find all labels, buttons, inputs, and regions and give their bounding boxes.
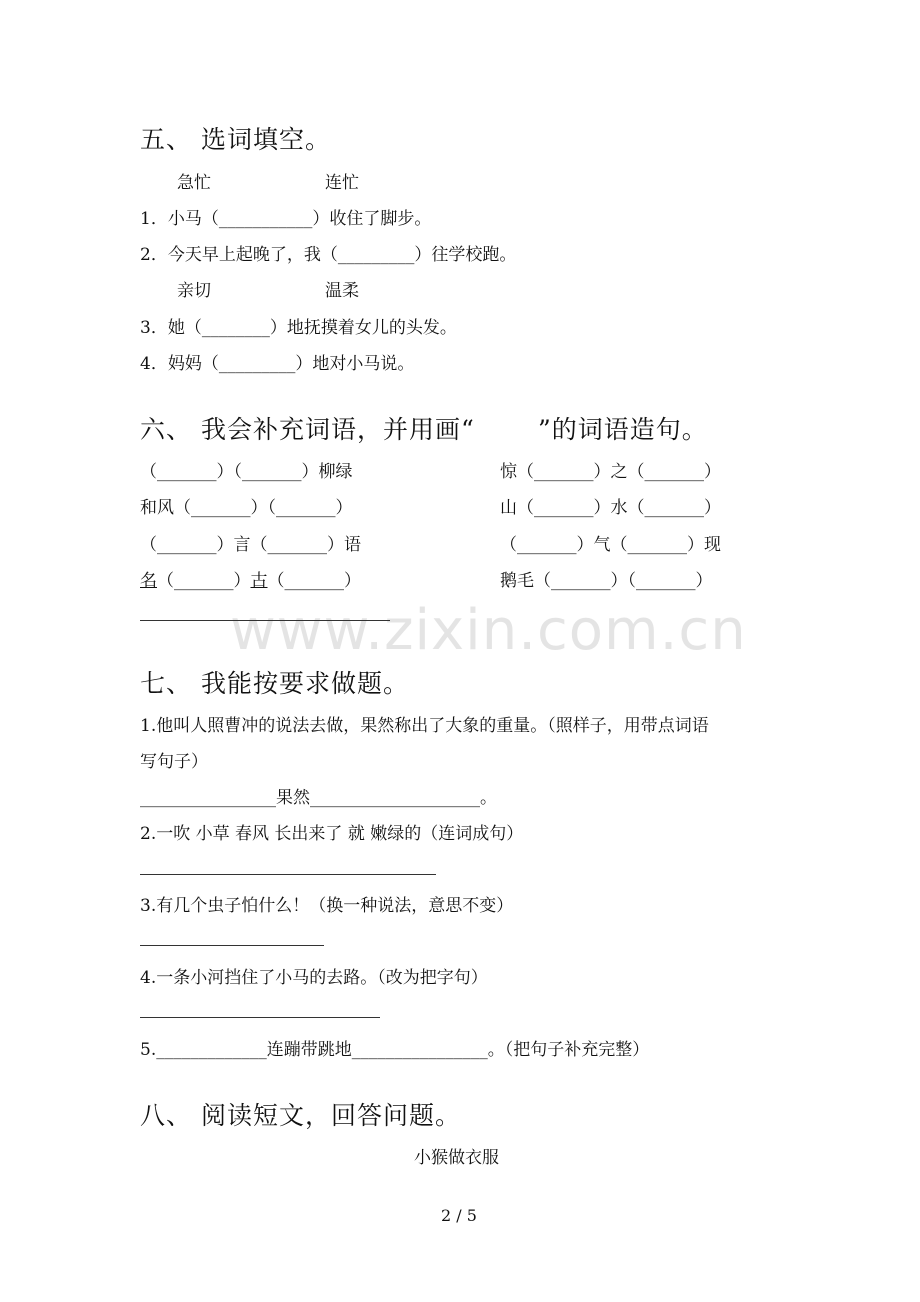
question-7-2: 2.一吹 小草 春风 长出来了 就 嫩绿的（连词成句） <box>140 824 524 844</box>
underlined-char: 名 <box>140 571 157 591</box>
idiom-blank-right: （_______）气（_______）现 <box>500 535 721 555</box>
question-7-4: 4.一条小河挡住了小马的去路。（改为把字句） <box>140 968 488 988</box>
section-5-heading: 五、 选词填空。 <box>140 125 331 154</box>
question-7-5: 5._____________连蹦带跳地________________。（把句子补充完整） <box>140 1040 650 1060</box>
idiom-blank-right: 鹅毛（_______）（_______） <box>500 571 713 591</box>
underlined-char: 古 <box>250 571 268 591</box>
answer-line <box>140 945 324 946</box>
watermark: www.zixin.com.cn <box>230 598 747 663</box>
question-5-3: 3．她（________）地抚摸着女儿的头发。 <box>140 318 457 338</box>
word-option: 亲切 <box>177 281 211 301</box>
question-5-4: 4．妈妈（_________）地对小马说。 <box>140 354 415 374</box>
answer-template: ________________果然____________________。 <box>140 788 497 808</box>
section-6-heading-part-a: 六、 我会补充词语，并用画“ <box>140 415 475 444</box>
section-6-heading-part-b: ”的词语造句。 <box>538 415 708 444</box>
idiom-blank-left: 和风（_______）（_______） <box>140 498 353 518</box>
word-option: 连忙 <box>325 173 359 193</box>
word-option: 温柔 <box>325 281 359 301</box>
question-7-3: 3.有几个虫子怕什么！（换一种说法，意思不变） <box>140 896 514 916</box>
question-5-2: 2．今天早上起晚了，我（_________）往学校跑。 <box>140 245 517 265</box>
answer-line <box>140 1017 380 1018</box>
idiom-blank-left: （_______）言（_______）语 <box>140 535 361 555</box>
idiom-blank-right: 山（_______）水（_______） <box>500 498 721 518</box>
page-number: 2 / 5 <box>441 1206 477 1225</box>
blank: （_______） <box>157 571 251 591</box>
word-option: 急忙 <box>177 173 211 193</box>
idiom-blank-right: 惊（_______）之（_______） <box>500 462 721 482</box>
idiom-blank-left <box>140 566 361 591</box>
section-8-heading: 八、 阅读短文，回答问题。 <box>140 1101 461 1130</box>
idiom-blank-left: （_______）（_______）柳绿 <box>140 462 353 482</box>
answer-line <box>140 620 390 621</box>
question-5-1: 1．小马（___________）收住了脚步。 <box>140 209 432 229</box>
answer-line <box>140 874 436 875</box>
section-7-heading: 七、 我能按要求做题。 <box>140 669 409 698</box>
story-title: 小猴做衣服 <box>414 1148 499 1168</box>
question-7-1: 1.他叫人照曹冲的说法去做，果然称出了大象的重量。（照样子，用带点词语 <box>140 716 709 736</box>
blank: （_______） <box>267 571 361 591</box>
question-7-1-cont: 写句子） <box>140 752 208 772</box>
